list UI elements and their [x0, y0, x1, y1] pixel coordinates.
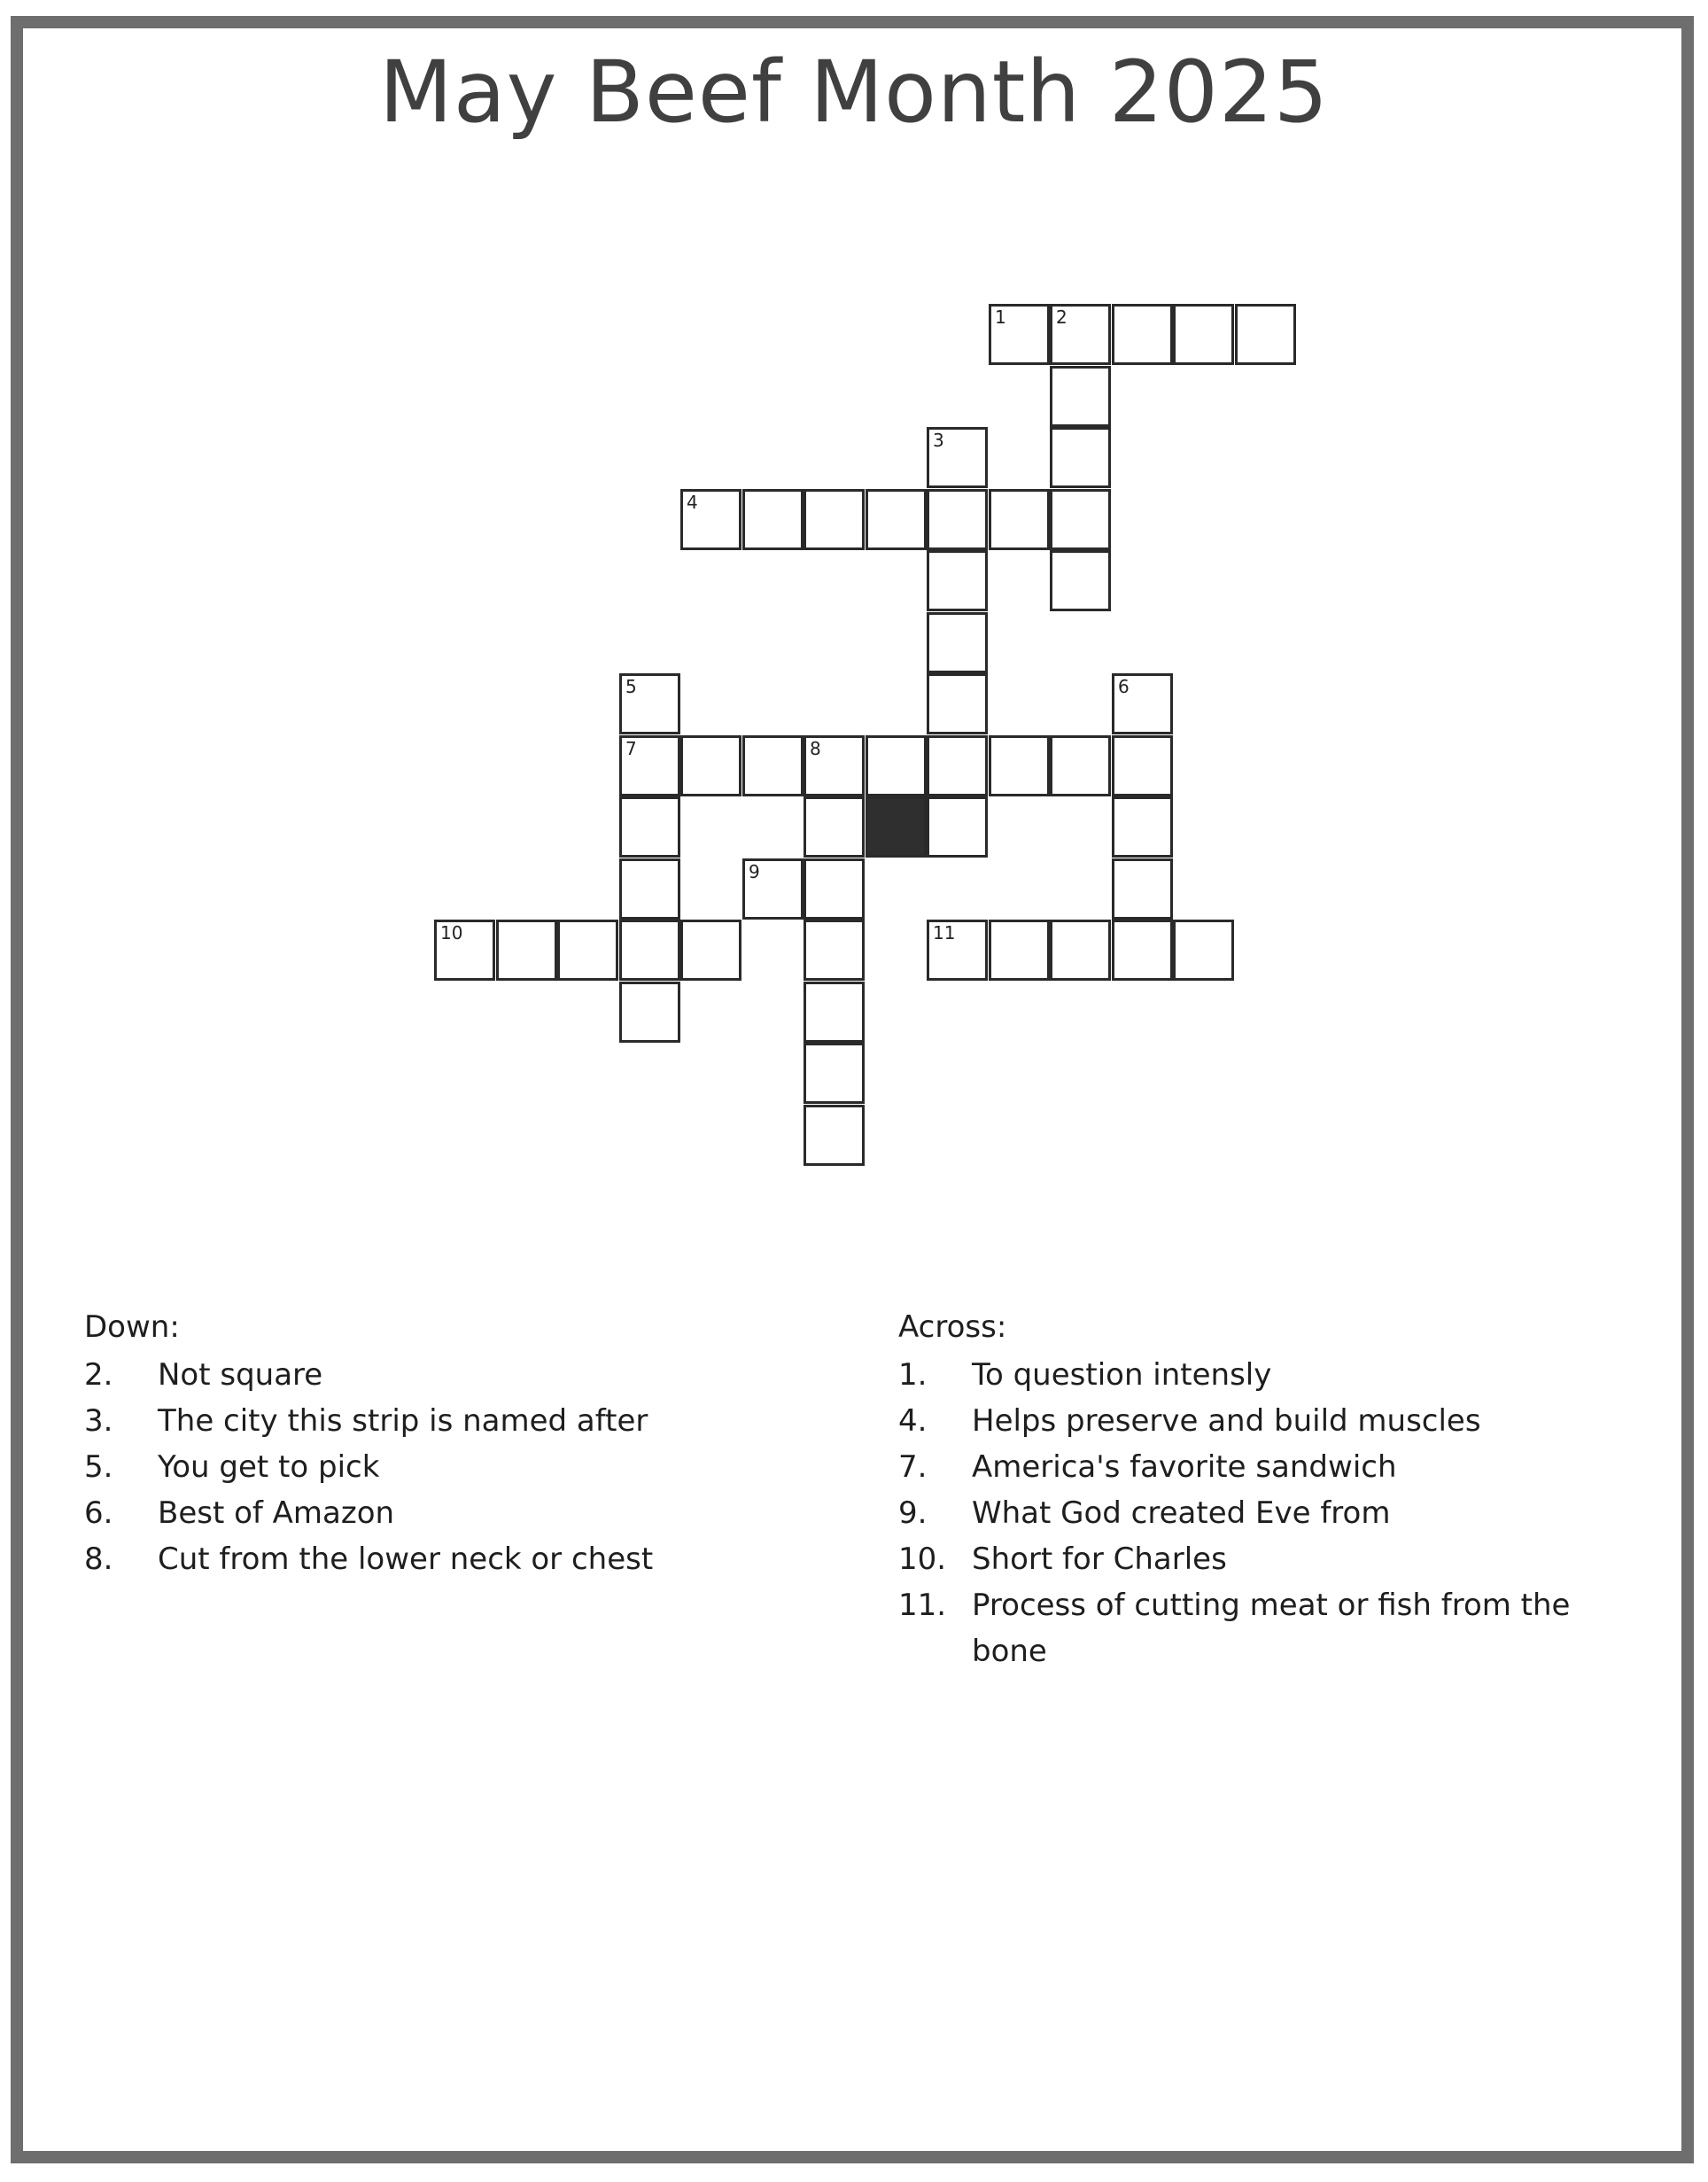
clue-number: 5.	[84, 1449, 113, 1485]
clue-text: What God created Eve from	[972, 1495, 1391, 1531]
clue-number: 2.	[84, 1357, 113, 1393]
crossword-cell[interactable]	[804, 796, 865, 858]
crossword-cell[interactable]	[742, 735, 804, 796]
clue-number: 8.	[84, 1541, 113, 1577]
crossword-cell[interactable]	[804, 982, 865, 1043]
page-title: May Beef Month 2025	[379, 43, 1329, 142]
crossword-cell[interactable]	[619, 982, 680, 1043]
crossword-cell[interactable]	[1112, 735, 1173, 796]
crossword-cell[interactable]	[927, 920, 988, 981]
clue-text: Process of cutting meat or fish from the bone	[972, 1588, 1571, 1669]
crossword-cell[interactable]	[1112, 858, 1173, 920]
across-clue-item	[898, 1398, 1607, 1444]
crossword-cell[interactable]	[927, 550, 988, 611]
clue-text: Helps preserve and build muscles	[972, 1403, 1481, 1439]
crossword-cell[interactable]	[1050, 550, 1111, 611]
crossword-cell[interactable]	[1112, 796, 1173, 858]
crossword-cell[interactable]	[804, 858, 865, 920]
crossword-cell[interactable]	[1112, 304, 1173, 365]
crossword-cell[interactable]	[927, 612, 988, 673]
across-clue-item	[898, 1444, 1607, 1490]
cell-clue-number: 3	[933, 430, 944, 451]
crossword-cell[interactable]	[927, 673, 988, 734]
crossword-cell[interactable]	[1173, 920, 1234, 981]
crossword-cell[interactable]	[557, 920, 618, 981]
clue-number: 11.	[898, 1588, 947, 1623]
crossword-cell[interactable]	[1050, 489, 1111, 550]
down-clue-item	[84, 1398, 846, 1444]
clue-number: 9.	[898, 1495, 928, 1531]
across-clue-list	[898, 1352, 1607, 1674]
across-clue-item	[898, 1582, 1607, 1674]
cell-clue-number: 9	[749, 861, 760, 882]
crossword-cell[interactable]	[434, 920, 495, 981]
crossword-cell[interactable]	[927, 735, 988, 796]
crossword-cell[interactable]	[1050, 920, 1111, 981]
crossword-block-cell	[866, 796, 927, 858]
crossword-cell[interactable]	[1050, 735, 1111, 796]
crossword-cell[interactable]	[804, 735, 865, 796]
down-clue-item	[84, 1490, 846, 1536]
crossword-cell[interactable]	[1173, 304, 1234, 365]
crossword-cell[interactable]	[804, 1105, 865, 1166]
crossword-cell[interactable]	[927, 427, 988, 488]
crossword-cell[interactable]	[680, 489, 741, 550]
cell-clue-number: 8	[810, 738, 821, 759]
crossword-cell[interactable]	[680, 735, 741, 796]
crossword-cell[interactable]	[804, 920, 865, 981]
crossword-cell[interactable]	[496, 920, 557, 981]
down-clue-item	[84, 1444, 846, 1490]
clue-text: You get to pick	[158, 1449, 380, 1485]
crossword-cell[interactable]	[866, 489, 927, 550]
down-clue-item	[84, 1352, 846, 1398]
clue-text: America's favorite sandwich	[972, 1449, 1397, 1485]
crossword-cell[interactable]	[619, 858, 680, 920]
clue-text: To question intensly	[972, 1357, 1272, 1393]
crossword-cell[interactable]	[619, 796, 680, 858]
clue-number: 10.	[898, 1541, 947, 1577]
crossword-cell[interactable]	[989, 304, 1050, 365]
clue-number: 6.	[84, 1495, 113, 1531]
across-clues	[898, 1302, 1607, 1674]
crossword-cell[interactable]	[927, 489, 988, 550]
cell-clue-number: 6	[1118, 676, 1130, 697]
cell-clue-number: 7	[625, 738, 637, 759]
crossword-cell[interactable]	[1050, 366, 1111, 427]
clue-text: Short for Charles	[972, 1541, 1227, 1577]
clue-text: Best of Amazon	[158, 1495, 395, 1531]
crossword-cell[interactable]	[1112, 673, 1173, 734]
crossword-cell[interactable]	[680, 920, 741, 981]
clue-number: 1.	[898, 1357, 928, 1393]
down-clue-list	[84, 1352, 846, 1582]
across-heading: Across:	[898, 1309, 1007, 1345]
clue-number: 7.	[898, 1449, 928, 1485]
down-heading: Down:	[84, 1309, 180, 1345]
crossword-cell[interactable]	[989, 489, 1050, 550]
crossword-cell[interactable]	[804, 489, 865, 550]
cell-clue-number: 10	[440, 922, 463, 943]
down-clues	[84, 1302, 846, 1582]
crossword-cell[interactable]	[619, 735, 680, 796]
clue-text: Cut from the lower neck or chest	[158, 1541, 654, 1577]
cell-clue-number: 11	[933, 922, 956, 943]
across-clue-item	[898, 1536, 1607, 1582]
down-clue-item	[84, 1536, 846, 1582]
crossword-cell[interactable]	[989, 920, 1050, 981]
cell-clue-number: 5	[625, 676, 637, 697]
cell-clue-number: 4	[687, 492, 698, 513]
crossword-cell[interactable]	[742, 489, 804, 550]
crossword-cell[interactable]	[619, 673, 680, 734]
crossword-cell[interactable]	[1235, 304, 1296, 365]
cell-clue-number: 2	[1056, 307, 1068, 328]
crossword-cell[interactable]	[1112, 920, 1173, 981]
crossword-cell[interactable]	[619, 920, 680, 981]
crossword-cell[interactable]	[989, 735, 1050, 796]
across-clue-item	[898, 1490, 1607, 1536]
crossword-cell[interactable]	[1050, 427, 1111, 488]
clue-number: 4.	[898, 1403, 928, 1439]
crossword-cell[interactable]	[866, 735, 927, 796]
cell-clue-number: 1	[995, 307, 1006, 328]
crossword-cell[interactable]	[1050, 304, 1111, 365]
crossword-cell[interactable]	[804, 1043, 865, 1104]
across-clue-item	[898, 1352, 1607, 1398]
clue-text: The city this strip is named after	[158, 1403, 648, 1439]
crossword-cell[interactable]	[927, 796, 988, 858]
clue-text: Not square	[158, 1357, 323, 1393]
clue-number: 3.	[84, 1403, 113, 1439]
crossword-cell[interactable]	[742, 858, 804, 920]
